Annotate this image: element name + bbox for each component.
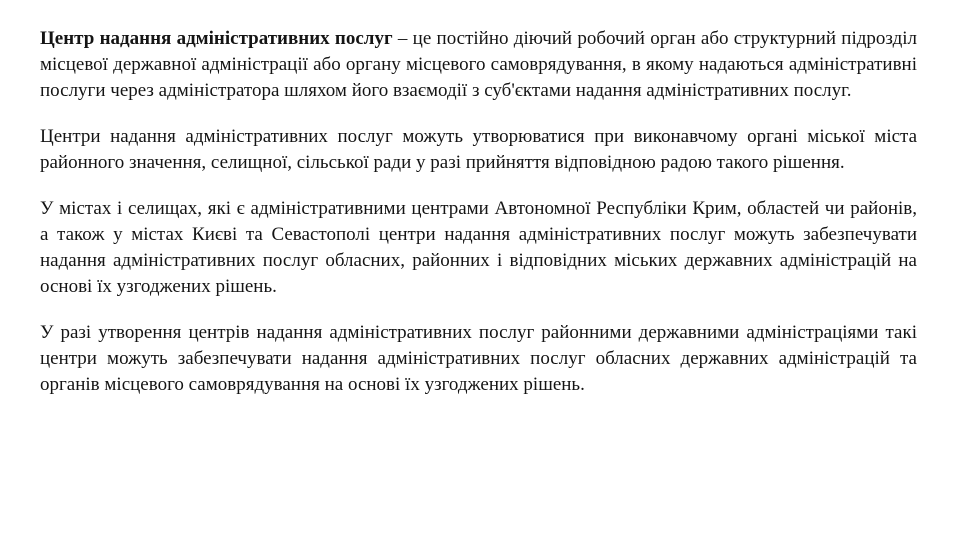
paragraph-definition <box>40 26 917 104</box>
paragraph-creation: Центри надання адміністративних послуг можуть утворюватися при виконавчому органі міської міста районного значення, селищної, сільської ради у разі прийняття відповідною радою такого рішення. <box>40 126 917 173</box>
definition-text: – це постійно діючий робочий орган або структурний підрозділ місцевої державної адміністрації або органу місцевого самоврядування, в якому надаються адміністративні послуги через адміністратора шляхом його взаємодії з суб'єктами надання адміністративних послуг. <box>40 28 917 101</box>
slide-text-body <box>40 26 917 398</box>
paragraph-cities: У містах і селищах, які є адміністративними центрами Автономної Республіки Крим, областей чи районів, а також у містах Києві та Севастополі центри надання адміністративних послуг можуть забезпечувати надання адміністративних послуг обласних, районних і відповідних міських державних адміністрацій на основі їх узгоджених рішень. <box>40 198 917 297</box>
defined-term: Центр надання адміністративних послуг <box>40 28 393 49</box>
paragraph-district-administrations: У разі утворення центрів надання адміністративних послуг районними державними адміністраціями такі центри можуть забезпечувати надання адміністративних послуг обласних державних адміністрацій та органів місцевого самоврядування на основі їх узгоджених рішень. <box>40 322 917 395</box>
